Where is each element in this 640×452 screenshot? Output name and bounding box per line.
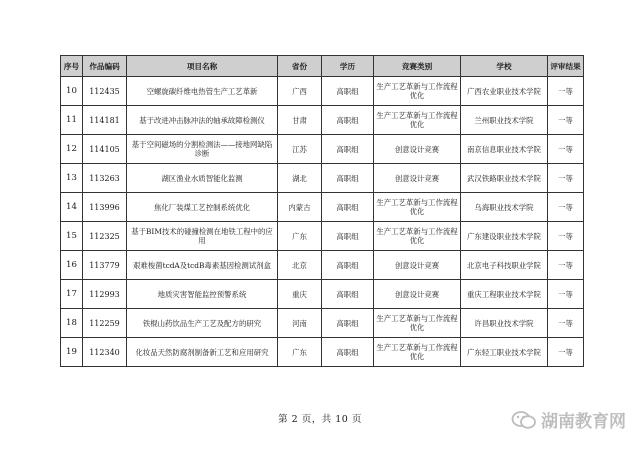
cell-no: 13 [61,164,83,193]
header-no: 序号 [61,56,83,77]
cell-result: 一等 [548,106,584,135]
cell-result: 一等 [548,164,584,193]
cell-category: 创意设计竞赛 [374,251,461,280]
cell-province: 重庆 [278,280,322,309]
wechat-icon [511,410,537,430]
table-row [61,222,584,251]
cell-no: 14 [61,193,83,222]
table-row [61,193,584,222]
header-code: 作品编码 [83,56,127,77]
cell-code: 114105 [83,135,127,164]
cell-province: 河南 [278,309,322,338]
cell-no: 16 [61,251,83,280]
cell-code: 112993 [83,280,127,309]
cell-school: 广东建设职业技术学院 [461,222,548,251]
cell-no: 17 [61,280,83,309]
cell-province: 内蒙古 [278,193,322,222]
cell-project-name: 地质灾害智能监控预警系统 [127,280,278,309]
cell-province: 湖北 [278,164,322,193]
cell-project-name: 化妆品天然防腐剂制备新工艺和应用研究 [127,338,278,367]
cell-code: 112259 [83,309,127,338]
cell-edu: 高职组 [322,338,374,367]
cell-code: 112340 [83,338,127,367]
table-row [61,251,584,280]
cell-edu: 高职组 [322,251,374,280]
cell-edu: 高职组 [322,280,374,309]
cell-province: 广东 [278,222,322,251]
cell-project-name: 基于改进冲击脉冲法的轴承故障检测仪 [127,106,278,135]
cell-province: 北京 [278,251,322,280]
header-category: 竞赛类别 [374,56,461,77]
table-row [61,338,584,367]
award-table [60,55,584,367]
cell-school: 武汉铁路职业技术学院 [461,164,548,193]
cell-result: 一等 [548,338,584,367]
cell-code: 113779 [83,251,127,280]
cell-result: 一等 [548,280,584,309]
cell-no: 11 [61,106,83,135]
cell-school: 重庆工程职业技术学院 [461,280,548,309]
cell-no: 18 [61,309,83,338]
cell-code: 112325 [83,222,127,251]
header-edu: 学历 [322,56,374,77]
cell-code: 114181 [83,106,127,135]
table-row [61,280,584,309]
cell-no: 15 [61,222,83,251]
cell-project-name: 焦化厂装煤工艺控制系统优化 [127,193,278,222]
cell-province: 江苏 [278,135,322,164]
cell-result: 一等 [548,251,584,280]
table-row [61,309,584,338]
table-row [61,135,584,164]
cell-edu: 高职组 [322,193,374,222]
cell-code: 112435 [83,77,127,106]
cell-province: 广东 [278,338,322,367]
cell-school: 许昌职业技术学院 [461,309,548,338]
cell-project-name: 基于BIM技术的碰撞检测在地铁工程中的应用 [127,222,278,251]
table-row [61,106,584,135]
cell-result: 一等 [548,309,584,338]
cell-category: 生产工艺革新与工作流程优化 [374,222,461,251]
header-name: 项目名称 [127,56,278,77]
cell-school: 北京电子科技职业学院 [461,251,548,280]
cell-project-name: 湖区渔业水质智能化监测 [127,164,278,193]
cell-school: 兰州职业技术学院 [461,106,548,135]
header-school: 学校 [461,56,548,77]
cell-result: 一等 [548,77,584,106]
cell-category: 生产工艺革新与工作流程优化 [374,193,461,222]
cell-category: 生产工艺革新与工作流程优化 [374,77,461,106]
cell-school: 南京信息职业技术学院 [461,135,548,164]
cell-no: 19 [61,338,83,367]
cell-project-name: 基于空间磁场的分割检测法——接地网缺陷诊断 [127,135,278,164]
cell-code: 113996 [83,193,127,222]
cell-category: 生产工艺革新与工作流程优化 [374,106,461,135]
cell-province: 甘肃 [278,106,322,135]
cell-edu: 高职组 [322,309,374,338]
cell-project-name: 铁棍山药饮品生产工艺及配方的研究 [127,309,278,338]
cell-edu: 高职组 [322,164,374,193]
cell-no: 10 [61,77,83,106]
cell-edu: 高职组 [322,222,374,251]
header-result: 评审结果 [548,56,584,77]
cell-category: 创意设计竞赛 [374,164,461,193]
cell-category: 生产工艺革新与工作流程优化 [374,338,461,367]
cell-result: 一等 [548,135,584,164]
cell-result: 一等 [548,222,584,251]
cell-province: 广西 [278,77,322,106]
table-header-row [61,56,584,77]
cell-result: 一等 [548,193,584,222]
cell-edu: 高职组 [322,135,374,164]
table-row [61,164,584,193]
watermark-text: 湖南教育网 [541,412,626,432]
cell-school: 广西农业职业技术学院 [461,77,548,106]
table-row [61,77,584,106]
cell-category: 创意设计竞赛 [374,135,461,164]
cell-no: 12 [61,135,83,164]
cell-category: 创意设计竞赛 [374,280,461,309]
cell-school: 广东轻工职业技术学院 [461,338,548,367]
cell-school: 乌海职业技术学院 [461,193,548,222]
cell-edu: 高职组 [322,77,374,106]
cell-edu: 高职组 [322,106,374,135]
header-province: 省份 [278,56,322,77]
cell-code: 113263 [83,164,127,193]
page-number: 第 2 页，共 10 页 [278,414,362,425]
cell-project-name: 空螺旋碳纤维电热管生产工艺革新 [127,77,278,106]
cell-category: 生产工艺革新与工作流程优化 [374,309,461,338]
watermark [511,407,626,432]
cell-project-name: 艰难梭菌tcdA及tcdB毒素基因检测试剂盒 [127,251,278,280]
